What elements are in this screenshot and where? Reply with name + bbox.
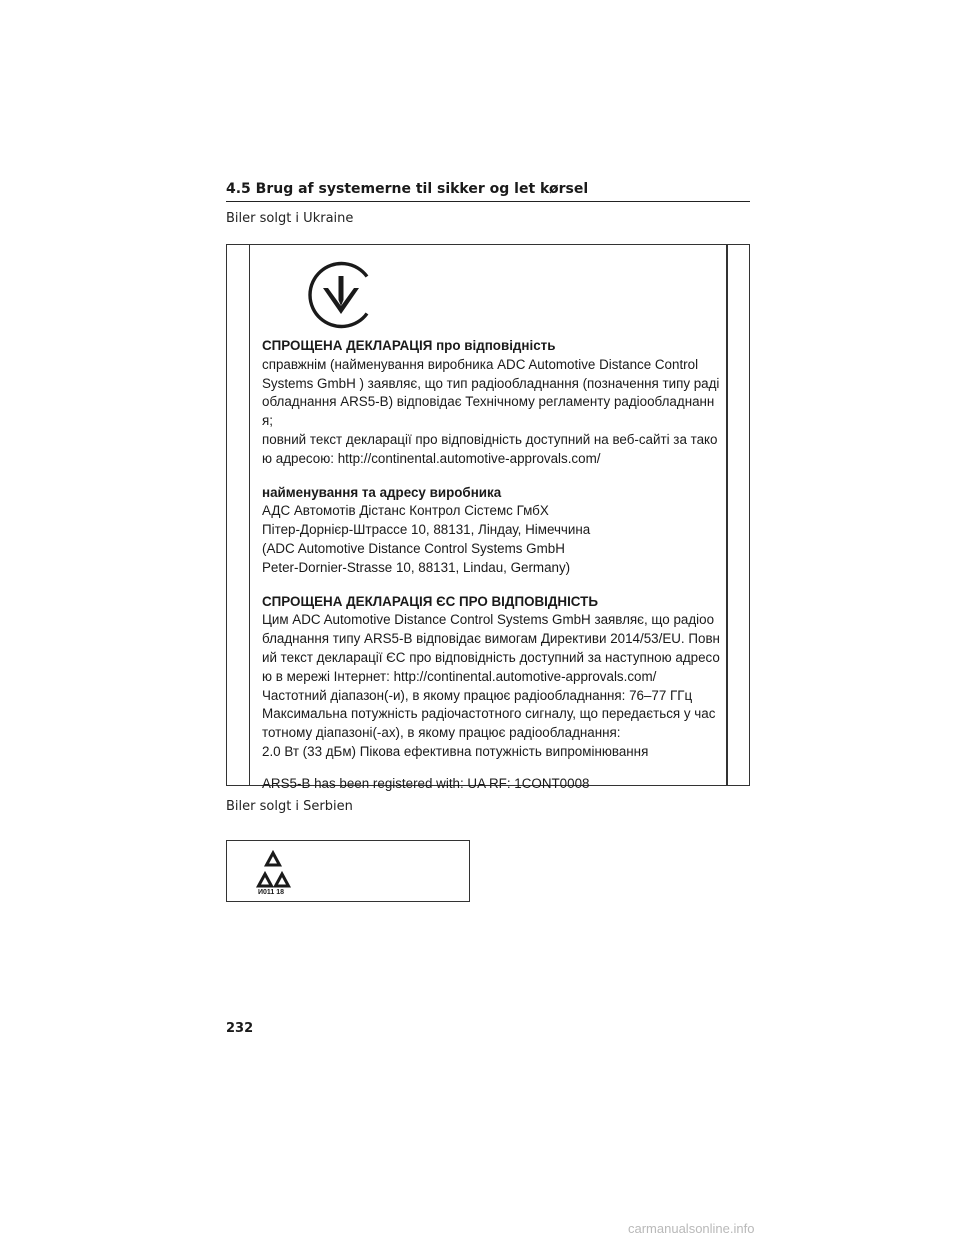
eu-declaration-line: Частотний діапазон(-и), в якому працює радіообладнання: 76–77 ГГц (262, 687, 693, 703)
eu-declaration-title: СПРОЩЕНА ДЕКЛАРАЦІЯ ЄС ПРО ВІДПОВІДНІСТЬ (262, 593, 598, 609)
section-title: 4.5 Brug af systemerne til sikker og let kørsel (226, 181, 589, 197)
eu-declaration (262, 593, 720, 762)
serbia-label-code: И011 18 (258, 889, 285, 896)
declaration-line: ю адресою: http://continental.automotive-approvals.com/ (262, 450, 601, 466)
ukrsepro-conformity-mark-icon (307, 261, 375, 329)
eu-declaration-line: бладнання типу ARS5-B відповідає вимогам Директиви 2014/53/EU. Повн (262, 631, 720, 647)
watermark: carmanualsonline.info (628, 1221, 755, 1236)
serbian-triangle-conformity-mark-icon (255, 850, 307, 896)
simplified-declaration (262, 337, 720, 469)
caption-ukraine: Biler solgt i Ukraine (226, 211, 354, 226)
declaration-line: повний текст декларації про відповідність доступний на веб-сайті за тако (262, 431, 718, 447)
declaration-line: Systems GmbH ) заявляє, що тип радіообладнання (позначення типу раді (262, 375, 720, 391)
ukraine-label (249, 244, 728, 791)
eu-declaration-line: Цим ADC Automotive Distance Control Systems GmbH заявляє, що радіоо (262, 612, 715, 628)
serbia-label (226, 840, 470, 902)
registration-note: ARS5-B has been registered with: UA RF: 1CONT0008 (262, 775, 590, 791)
declaration-line: я; (262, 413, 273, 429)
eu-declaration-line: 2.0 Вт (33 дБм) Пікова ефективна потужність випромінювання (262, 743, 649, 759)
declaration-line: справжнім (найменування виробника ADC Automotive Distance Control (262, 356, 699, 372)
declaration-line: обладнання ARS5-B) відповідає Технічному регламенту радіообладнанн (262, 394, 715, 410)
manufacturer-block (262, 484, 716, 578)
page-number: 232 (226, 1021, 254, 1036)
manufacturer-line: Пітер-Дорнієр-Штрассе 10, 88131, Ліндау, Німеччина (262, 522, 591, 538)
manufacturer-title: найменування та адресу виробника (262, 484, 502, 500)
caption-serbia: Biler solgt i Serbien (226, 799, 353, 814)
eu-declaration-line: тотному діапазоні(-ах), в якому працює радіообладнання: (262, 725, 621, 741)
eu-declaration-line: ю в мережі Інтернет: http://continental.automotive-approvals.com/ (262, 668, 657, 684)
eu-declaration-line: Максимальна потужність радіочастотного сигналу, що передається у час (262, 706, 716, 722)
section-header (226, 181, 750, 202)
manufacturer-line: АДС Автомотів Дістанс Контрол Сістемс ГмбХ (262, 503, 549, 519)
declaration-title: СПРОЩЕНА ДЕКЛАРАЦІЯ про відповідність (262, 338, 556, 353)
manufacturer-line: (ADC Automotive Distance Control Systems GmbH (262, 540, 565, 556)
manufacturer-line: Peter-Dornier-Strasse 10, 88131, Lindau, Germany) (262, 559, 571, 575)
eu-declaration-line: ий текст декларації ЄС про відповідність доступний за наступною адресо (262, 649, 720, 665)
